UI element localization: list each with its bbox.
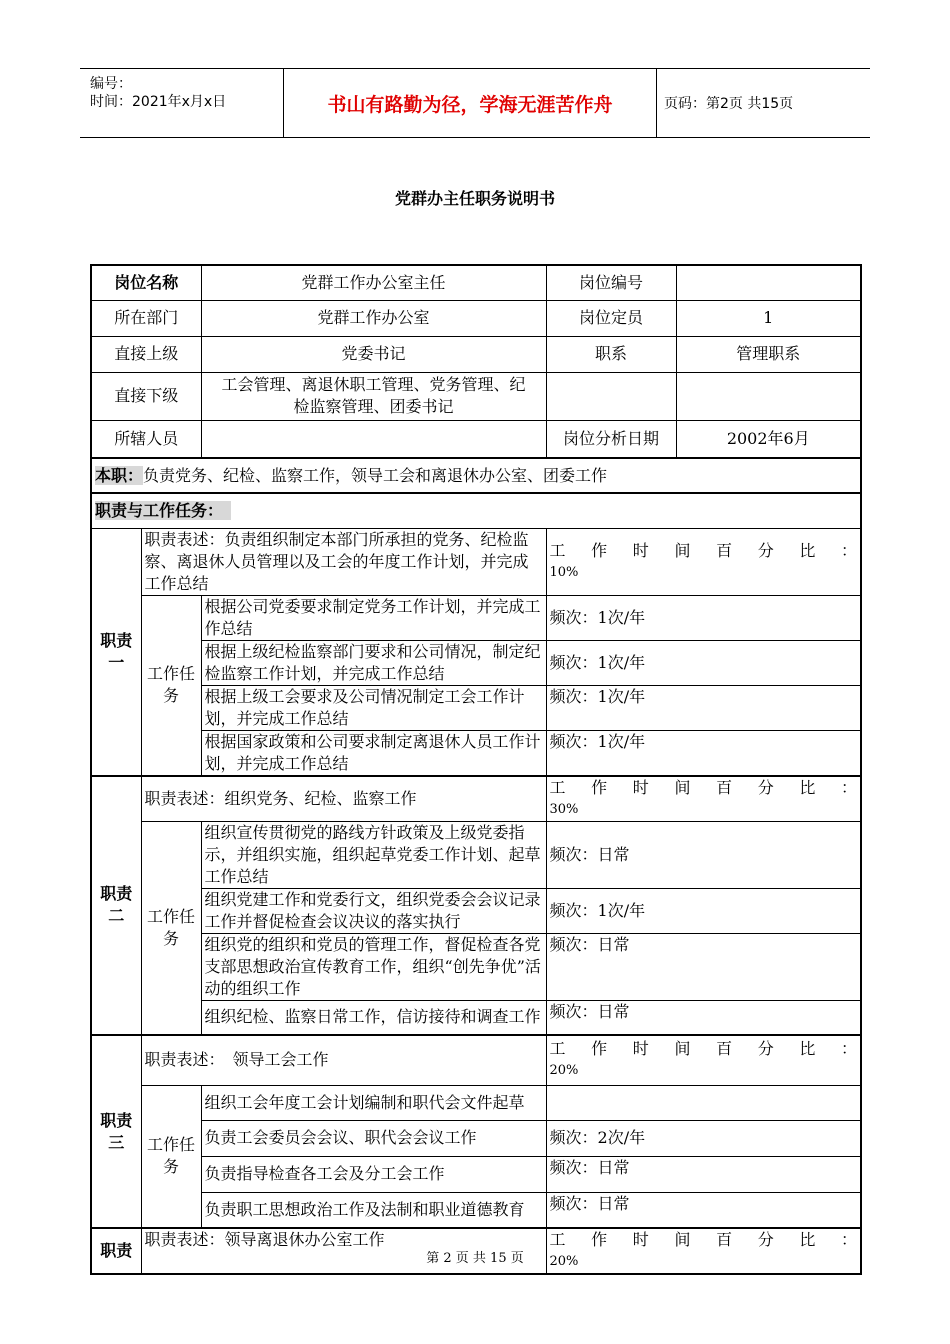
responsibility-statement-row	[91, 528, 861, 595]
task-frequency: 频次：1次/年	[546, 730, 861, 776]
series: 管理职系	[676, 336, 861, 372]
header-time: 时间：2021年x月x日	[90, 94, 227, 110]
responsibilities-heading-cell	[91, 493, 861, 528]
header-motto: 书山有路勤为径，学海无涯苦作舟	[283, 69, 657, 137]
task-frequency: 频次：1次/年	[546, 640, 861, 685]
task-text: 根据上级纪检监察部门要求和公司情况，制定纪检监察工作计划，并完成工作总结	[201, 640, 546, 685]
responsibility-statement: 职责表述： 领导工会工作	[141, 1035, 546, 1085]
headcount-label: 岗位定员	[546, 300, 676, 336]
responsibility-statement: 职责表述：领导离退休办公室工作	[141, 1228, 546, 1274]
responsibility-statement-row	[91, 776, 861, 822]
task-frequency: 频次：2次/年	[546, 1120, 861, 1156]
department: 党群工作办公室	[201, 300, 546, 336]
responsibility-name: 职责一	[91, 528, 141, 776]
info-row	[91, 372, 861, 420]
superior: 党委书记	[201, 336, 546, 372]
responsibility-statement-row	[91, 1035, 861, 1085]
info-row	[91, 265, 861, 300]
task-label: 工作任务	[141, 1085, 201, 1228]
header-page: 页码：第2页 共15页	[664, 96, 794, 112]
time-percentage	[546, 776, 861, 822]
position-code-label: 岗位编号	[546, 265, 676, 300]
time-percentage	[546, 1035, 861, 1085]
department-label: 所在部门	[91, 300, 201, 336]
empty-cell	[676, 372, 861, 420]
time-percentage-label: 工作时间百分比：	[549, 777, 858, 797]
task-frequency	[546, 1085, 861, 1120]
time-percentage-label: 工作时间百分比：	[549, 540, 858, 560]
task-row	[91, 685, 861, 730]
task-text: 根据国家政策和公司要求制定离退休人员工作计划，并完成工作总结	[201, 730, 546, 776]
headcount: 1	[676, 300, 861, 336]
time-percentage-label: 工作时间百分比：	[549, 1039, 858, 1059]
time-percentage	[546, 528, 861, 595]
task-label: 工作任务	[141, 595, 201, 776]
time-percentage-value: 10%	[549, 564, 579, 580]
task-text: 组织党建工作和党委行文，组织党委会会议记录工作并督促检查会议决议的落实执行	[201, 888, 546, 933]
header-meta	[80, 69, 283, 137]
header-number: 编号：	[90, 76, 132, 92]
responsibilities-heading-row	[91, 493, 861, 528]
position-name-label: 岗位名称	[91, 265, 201, 300]
duty-label: 本职：	[95, 465, 144, 485]
task-row	[91, 1192, 861, 1228]
task-row	[91, 1156, 861, 1192]
time-percentage-label: 工作时间百分比：	[549, 1230, 858, 1249]
task-frequency: 频次：1次/年	[546, 685, 861, 730]
time-percentage-value: 20%	[549, 1254, 579, 1269]
task-frequency: 频次：日常	[546, 1156, 861, 1192]
page-header	[80, 68, 870, 138]
job-description-table	[90, 264, 862, 1275]
empty-cell	[546, 372, 676, 420]
task-row	[91, 730, 861, 776]
page-footer: 第 2 页 共 15 页	[426, 1251, 524, 1266]
series-label: 职系	[546, 336, 676, 372]
subordinate-label: 直接下级	[91, 372, 201, 420]
task-text: 组织宣传贯彻党的路线方针政策及上级党委指示，并组织实施，组织起草党委工作计划、起草工作总结	[201, 821, 546, 888]
task-text: 根据公司党委要求制定党务工作计划，并完成工作总结	[201, 595, 546, 640]
task-row	[91, 888, 861, 933]
task-text: 根据上级工会要求及公司情况制定工会工作计划，并完成工作总结	[201, 685, 546, 730]
task-text: 组织党的组织和党员的管理工作，督促检查各党支部思想政治宣传教育工作，组织“创先争优”活动的组织工作	[201, 933, 546, 1000]
analysis-date: 2002年6月	[676, 420, 861, 458]
task-text: 负责指导检查各工会及分工会工作	[201, 1156, 546, 1192]
responsibility-name: 职责	[91, 1228, 141, 1274]
task-text: 负责工会委员会会议、职代会会议工作	[201, 1120, 546, 1156]
responsibility-name: 职责二	[91, 776, 141, 1036]
analysis-date-label: 岗位分析日期	[546, 420, 676, 458]
staff	[201, 420, 546, 458]
time-percentage-value: 30%	[549, 801, 579, 817]
task-row	[91, 933, 861, 1000]
time-percentage-value: 20%	[549, 1063, 579, 1079]
duty-text: 负责党务、纪检、监察工作，领导工会和离退休办公室、团委工作	[143, 465, 608, 485]
info-row	[91, 300, 861, 336]
position-name: 党群工作办公室主任	[201, 265, 546, 300]
info-row	[91, 336, 861, 372]
responsibility-statement: 职责表述：负责组织制定本部门所承担的党务、纪检监察、离退休人员管理以及工会的年度工作计划，并完成工作总结	[141, 528, 546, 595]
task-row	[91, 595, 861, 640]
subordinate: 工会管理、离退休职工管理、党务管理、纪检监察管理、团委书记	[201, 372, 546, 420]
info-row	[91, 420, 861, 458]
duty-cell	[91, 458, 861, 493]
staff-label: 所辖人员	[91, 420, 201, 458]
task-frequency: 频次：日常	[546, 1000, 861, 1035]
task-row	[91, 821, 861, 888]
task-row	[91, 1085, 861, 1120]
responsibilities-heading: 职责与工作任务：	[95, 501, 231, 520]
duty-row	[91, 458, 861, 493]
task-frequency: 频次：日常	[546, 821, 861, 888]
task-frequency: 频次：日常	[546, 933, 861, 1000]
task-row	[91, 1000, 861, 1035]
responsibility-statement: 职责表述：组织党务、纪检、监察工作	[141, 776, 546, 822]
document-title: 党群办主任职务说明书	[394, 189, 555, 208]
position-code	[676, 265, 861, 300]
task-row	[91, 640, 861, 685]
task-frequency: 频次：日常	[546, 1192, 861, 1228]
task-text: 组织工会年度工会计划编制和职代会文件起草	[201, 1085, 546, 1120]
superior-label: 直接上级	[91, 336, 201, 372]
task-label: 工作任务	[141, 821, 201, 1035]
task-text: 负责职工思想政治工作及法制和职业道德教育	[201, 1192, 546, 1228]
task-text: 组织纪检、监察日常工作，信访接待和调查工作	[201, 1000, 546, 1035]
responsibility-name: 职责三	[91, 1035, 141, 1228]
task-frequency: 频次：1次/年	[546, 595, 861, 640]
task-row	[91, 1120, 861, 1156]
task-frequency: 频次：1次/年	[546, 888, 861, 933]
